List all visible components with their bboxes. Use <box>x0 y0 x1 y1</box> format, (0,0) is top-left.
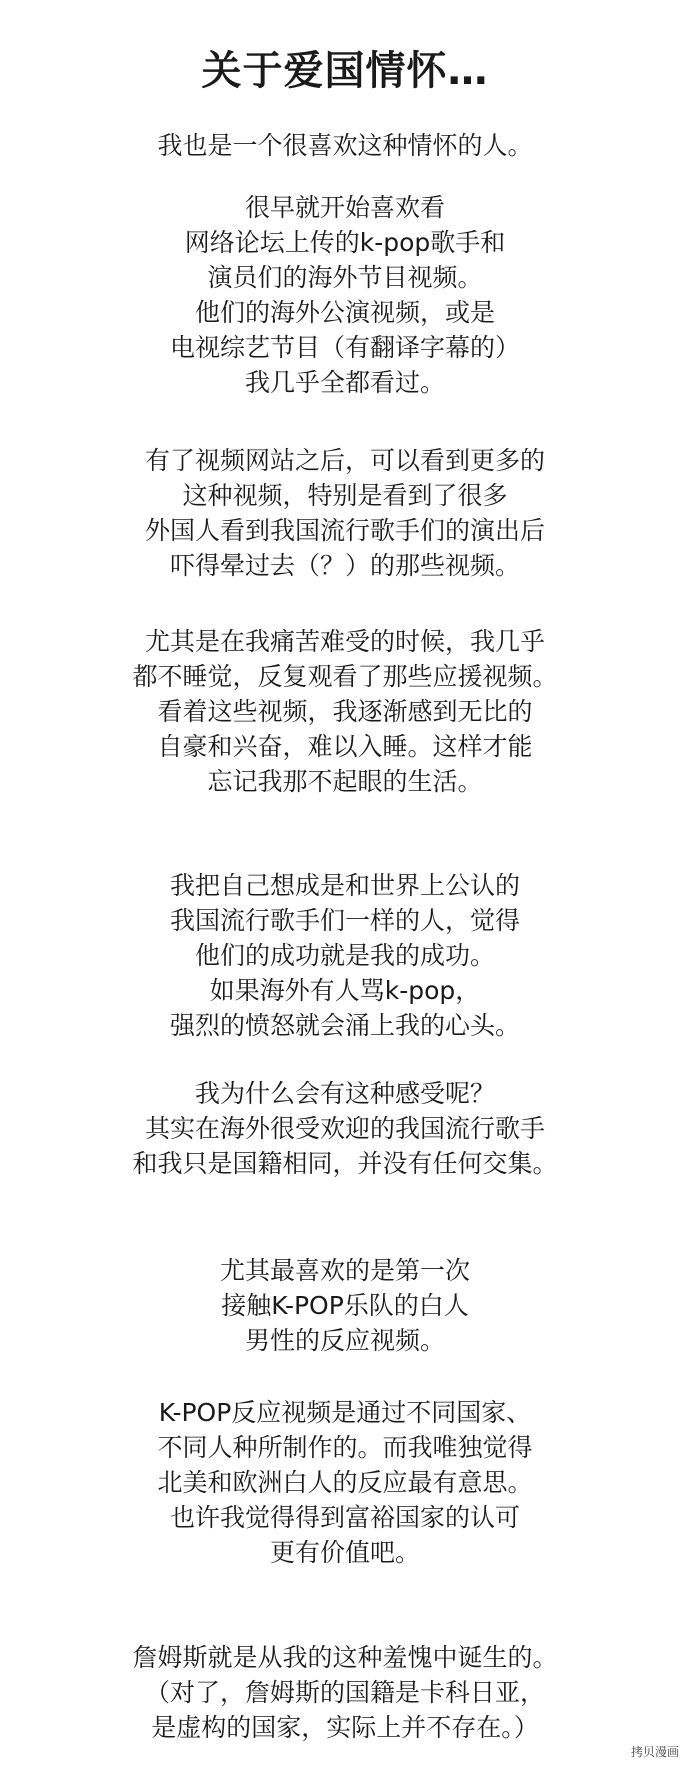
text-line: 也许我觉得得到富裕国家的认可 <box>169 1503 520 1532</box>
text-line: 忘记我那不起眼的生活。 <box>207 767 483 796</box>
paragraph-4 <box>0 624 690 799</box>
text-line: 不同人种所制作的。而我唯独觉得 <box>157 1433 533 1462</box>
text-line: K-POP反应视频是通过不同国家、 <box>158 1398 532 1427</box>
text-line: 强烈的愤怒就会涌上我的心头。 <box>169 1011 520 1040</box>
text-line: 更有价值吧。 <box>269 1538 420 1567</box>
text-line: 很早就开始喜欢看 <box>244 193 445 222</box>
text-line: 是虚构的国家，实际上并不存在。） <box>151 1713 539 1742</box>
text-line: 如果海外有人骂k-pop， <box>209 976 481 1005</box>
text-line: 尤其最喜欢的是第一次 <box>219 1256 470 1285</box>
page-title: 关于爱国情怀… <box>201 47 489 94</box>
text-line: 他们的成功就是我的成功。 <box>194 941 495 970</box>
text-line: （对了，詹姆斯的国籍是卡科日亚， <box>144 1678 545 1707</box>
text-line: 看着这些视频，我逐渐感到无比的 <box>157 697 533 726</box>
text-line: 和我只是国籍相同，并没有任何交集。 <box>132 1149 558 1178</box>
text-line: 我国流行歌手们一样的人，觉得 <box>169 906 520 935</box>
text-line: 网络论坛上传的k-pop歌手和 <box>184 228 506 257</box>
text-line: 我为什么会有这种感受呢？ <box>194 1079 495 1108</box>
text-line: 其实在海外很受欢迎的我国流行歌手 <box>144 1114 545 1143</box>
text-line: 尤其是在我痛苦难受的时候，我几乎 <box>144 627 545 656</box>
text-line: 接触K-POP乐队的白人 <box>221 1291 469 1320</box>
text-line: 詹姆斯就是从我的这种羞愧中诞生的。 <box>132 1643 558 1672</box>
text-line: 都不睡觉，反复观看了那些应援视频。 <box>132 662 558 691</box>
text-line: 我把自己想成是和世界上公认的 <box>169 871 520 900</box>
paragraph-9 <box>0 1640 690 1745</box>
text-line: 男性的反应视频。 <box>244 1326 445 1355</box>
paragraph-2 <box>0 190 690 400</box>
text-line: 北美和欧洲白人的反应最有意思。 <box>157 1468 533 1497</box>
text-line: 吓得晕过去（？）的那些视频。 <box>169 551 520 580</box>
paragraph-1 <box>0 128 690 163</box>
text-line: 我也是一个很喜欢这种情怀的人。 <box>157 131 533 160</box>
paragraph-6 <box>0 1076 690 1181</box>
paragraph-5 <box>0 868 690 1043</box>
text-line: 电视综艺节目（有翻译字幕的） <box>169 333 520 362</box>
paragraph-7 <box>0 1253 690 1358</box>
paragraph-8 <box>0 1395 690 1570</box>
paragraph-3 <box>0 443 690 583</box>
text-line: 自豪和兴奋，难以入睡。这样才能 <box>157 732 533 761</box>
text-line: 外国人看到我国流行歌手们的演出后 <box>144 516 545 545</box>
watermark: 拷贝漫画 <box>628 1742 682 1761</box>
text-line: 有了视频网站之后，可以看到更多的 <box>144 446 545 475</box>
text-line: 我几乎全都看过。 <box>244 368 445 397</box>
text-line: 他们的海外公演视频，或是 <box>194 298 495 327</box>
text-line: 这种视频，特别是看到了很多 <box>182 481 508 510</box>
text-line: 演员们的海外节目视频。 <box>207 263 483 292</box>
